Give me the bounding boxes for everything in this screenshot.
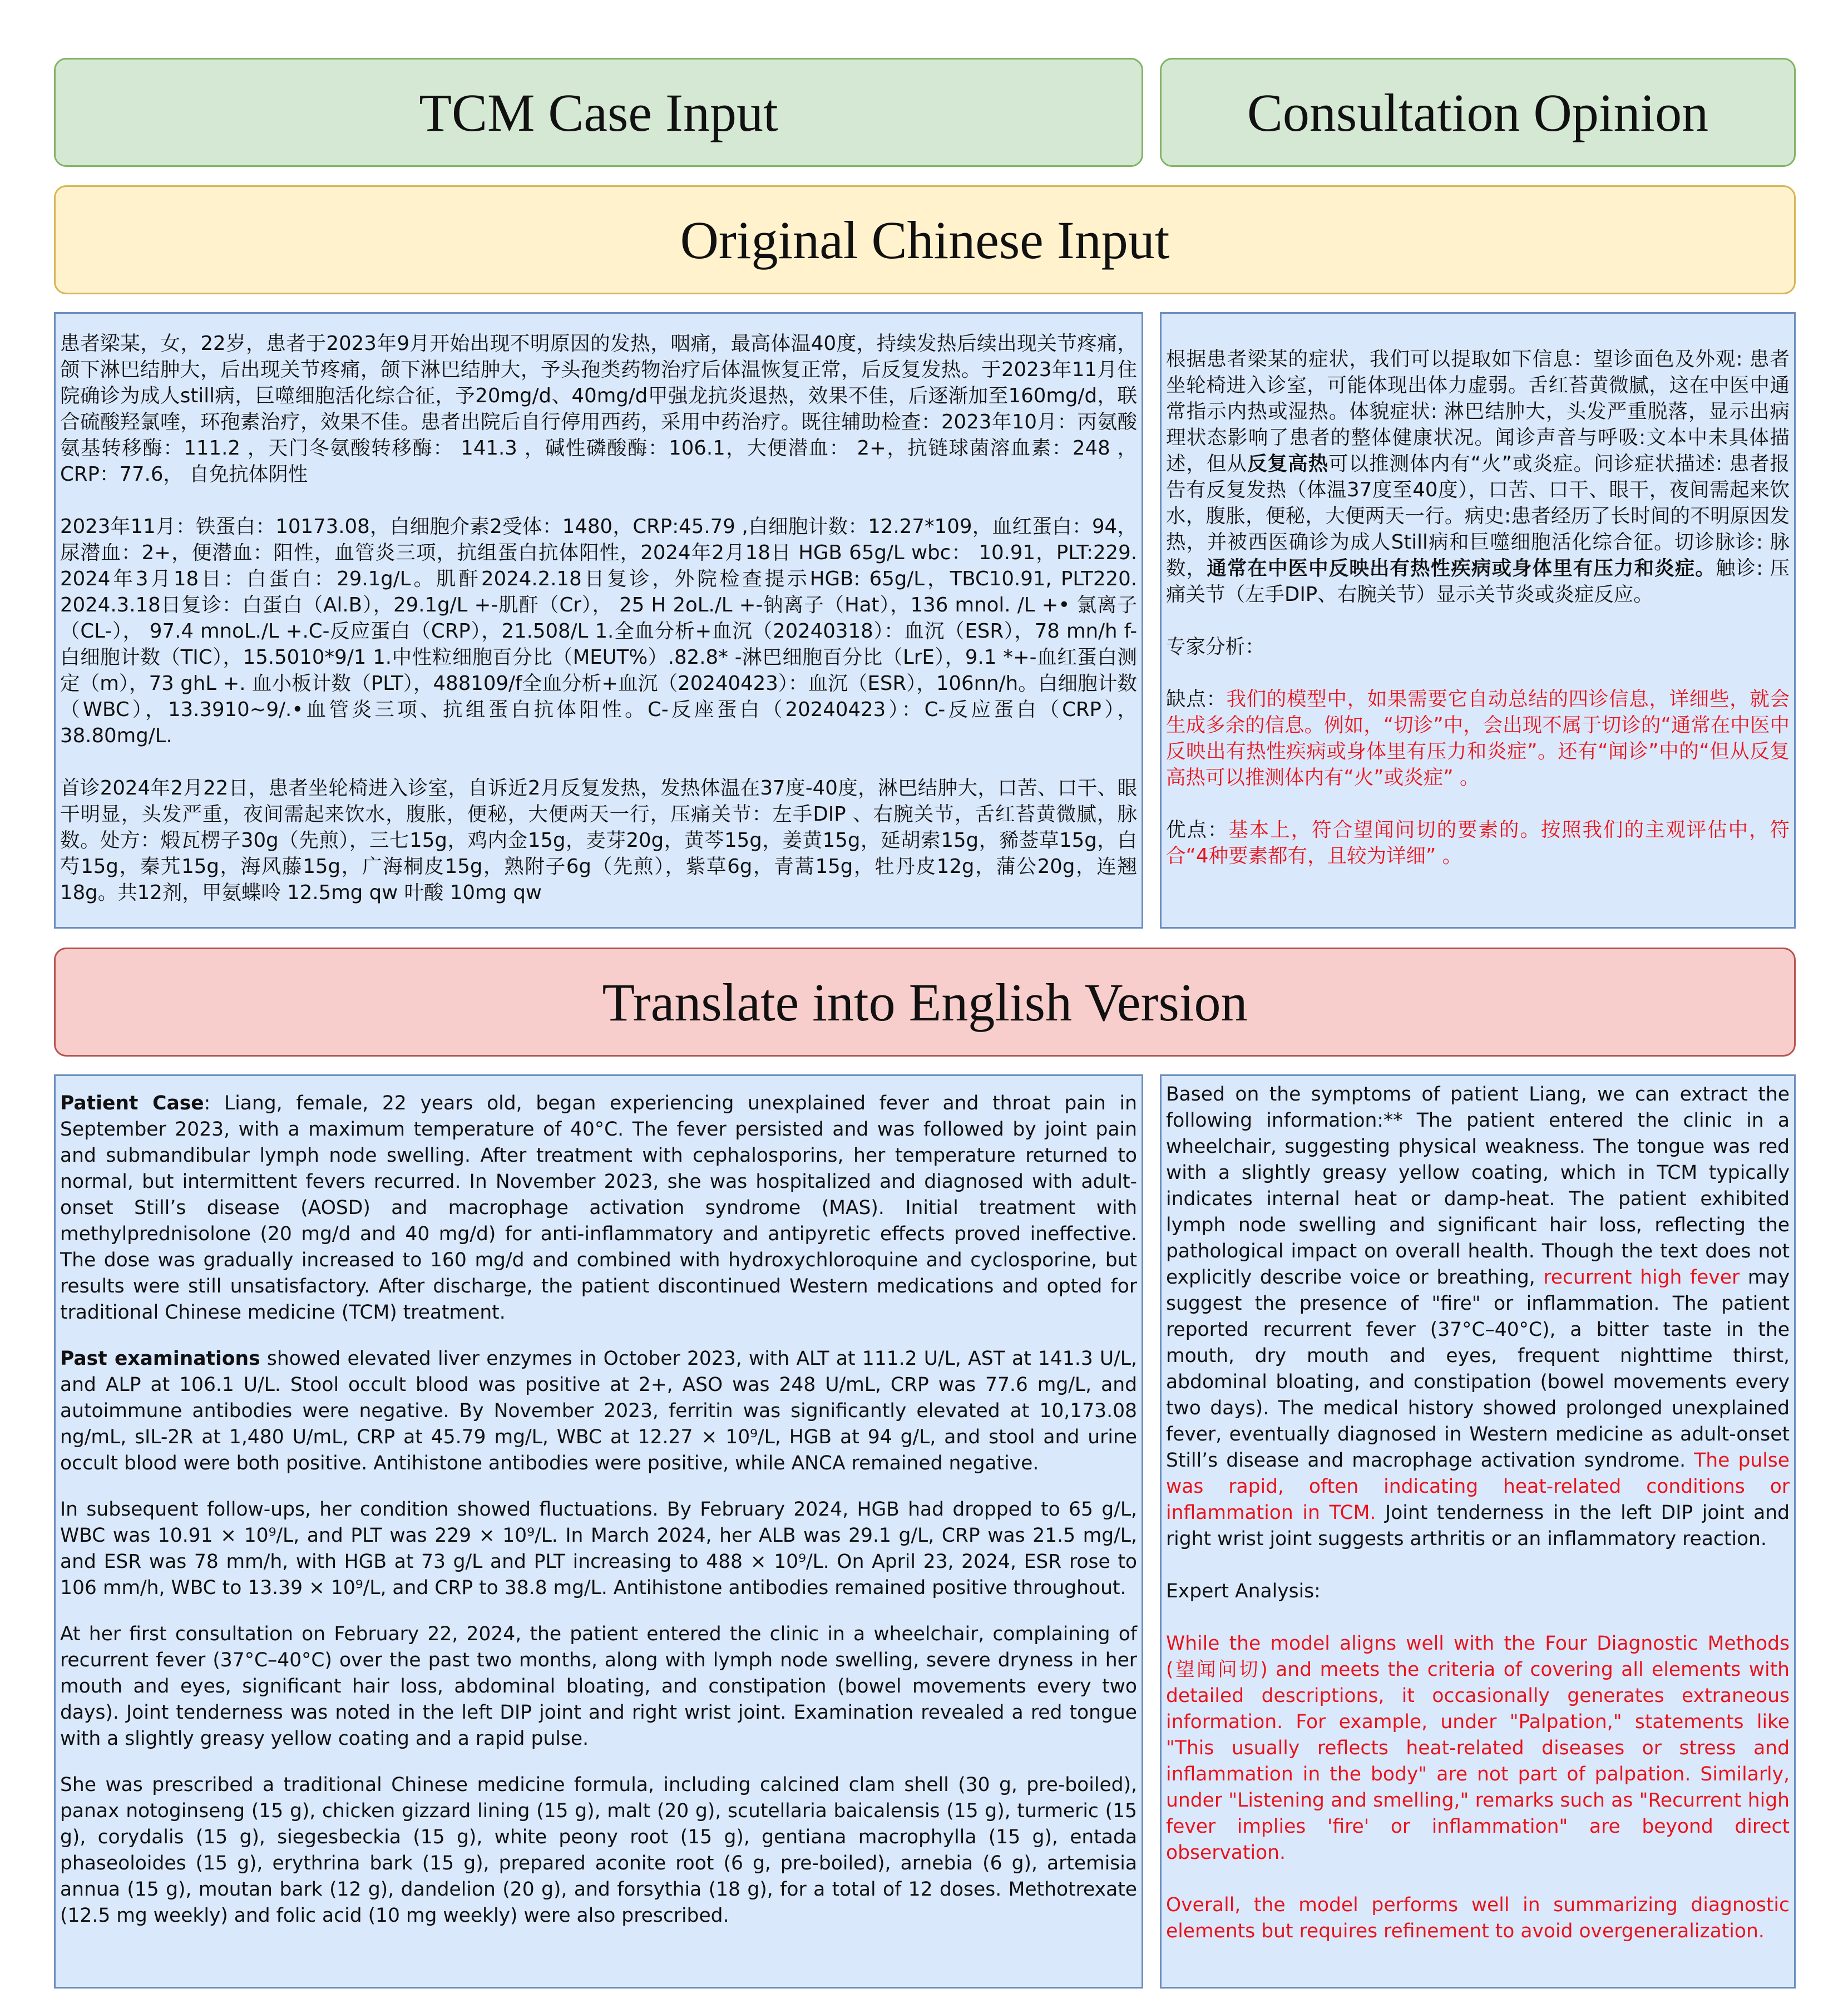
zh-opinion-text-a: 根据患者梁某的症状，我们可以提取如下信息：望诊面色及外观: 患者坐轮椅进入诊室，可能体现出体力虚弱。舌红苔黄微腻，这在中医中通常指示内热或湿热。体貌症状: 淋巴结肿大，头发严重脱落，显示出病理状态影响了患者的整体健康状况。闻诊声音与呼吸:文本中未具体描述，但从	[1166, 348, 1790, 475]
en-opinion-highlight-1: recurrent high fever	[1543, 1266, 1740, 1289]
en-past-exam-text: showed elevated liver enzymes in October 2023, with ALT at 111.2 U/L, AST at 141.3 U/L, and ALP at 106.1 U/L. Stool occult blood was positive at 2+, ASO was 248 U/mL, CRP was 77.6 mg/L, and autoimmune antibodies were negative. By November 2023, ferritin was significantly elevated at 10,173.08 ng/mL, sIL-2R at 1,480 U/mL, CRP at 45.79 mg/L, WBC at 12.27 × 10⁹/L, HGB at 94 g/L, and stool and urine occult blood were both positive. Antihistone antibodies were positive, while ANCA remained negative.	[60, 1348, 1137, 1474]
en-drawbacks-text: While the model aligns well with the Four Diagnostic Methods (望闻问切) and meets the criteria of covering all elements with detailed descriptions, it occasionally generates extraneous information. For example, under "Palpation," statements like "This usually reflects heat-related diseases or stress and inflammation in the body" are not part of palpation. Similarly, under "Listening and smelling," remarks such as "Recurrent high fever implies 'fire' or inflammation" are beyond direct observation.	[1166, 1632, 1790, 1864]
tcm-case-input-title: TCM Case Input	[419, 82, 778, 142]
zh-case-paragraph-1: 患者梁某，女，22岁，患者于2023年9月开始出现不明原因的发热，咽痛，最高体温40度，持续发热后续出现关节疼痛，颌下淋巴结肿大，后出现关节疼痛，颌下淋巴结肿大，予头孢类药物治疗后体温恢复正常，后反复发热。于2023年11月住院确诊为成人still病，巨噬细胞活化综合征，予20mg/d、40mg/d甲强龙抗炎退热，效果不佳，后逐渐加至160mg/d，联合硫酸羟氯喹，环孢素治疗，效果不佳。患者出院后自行停用西药，采用中药治疗。既往辅助检查：2023年10月：丙氨酸氨基转移酶：111.2 ，天门冬氨酸转移酶： 141.3 ，碱性磷酸酶：106.1，大便潜血： 2+，抗链球菌溶血素：248 ，CRP：77.6， 自免抗体阴性	[60, 332, 1137, 486]
tcm-case-input-header	[54, 58, 1143, 167]
en-opinion-paragraph-1	[1166, 1082, 1790, 1552]
english-case-panel	[54, 1074, 1143, 1989]
zh-opinion-paragraph-1	[1166, 346, 1790, 608]
zh-drawbacks-text: 我们的模型中，如果需要它自动总结的四诊信息，详细些，就会生成多余的信息。例如，“切诊”中，会出现不属于切诊的“通常在中医中反映出有热性疾病或身体里有压力和炎症”。还有“闻诊”中的“但从反复高热可以推测体内有“火”或炎症” 。	[1166, 688, 1790, 789]
chinese-case-panel	[54, 312, 1143, 929]
en-patient-case-label: Patient Case	[60, 1092, 204, 1114]
en-case-paragraph-5: She was prescribed a traditional Chinese medicine formula, including calcined clam shell (30 g, pre-boiled), panax notoginseng (15 g), chicken gizzard lining (15 g), malt (20 g), scutellaria baicalensis (15 g), turmeric (15 g), corydalis (15 g), siegesbeckia (15 g), white peony root (15 g), gentiana macrophylla (15 g), entada phaseoloides (15 g), erythrina bark (15 g), prepared aconite root (6 g, pre-boiled), arnebia (6 g), artemisia annua (15 g), moutan bark (12 g), dandelion (20 g), and forsythia (18 g), for a total of 12 doses. Methotrexate (12.5 mg weekly) and folic acid (10 mg weekly) were also prescribed.	[60, 1774, 1137, 1927]
zh-opinion-bold-2: 通常在中医中反映出有热性疾病或身体里有压力和炎症。	[1207, 557, 1716, 580]
consultation-opinion-header	[1160, 58, 1796, 167]
zh-case-paragraph-2: 2023年11月：铁蛋白：10173.08，白细胞介素2受体：1480，CRP:45.79 ,白细胞计数：12.27*109，血红蛋白：94，尿潜血：2+，便潜血：阳性，血管炎三项，抗组蛋白抗体阳性，2024年2月18日 HGB 65g/L wbc： 10.91，PLT:229. 2024年3月18日：白蛋白：29.1g/L。肌酐2024.2.18日复诊，外院检查提示HGB: 65g/L，TBC10.91, PLT220. 2024.3.18日复诊：白蛋白（Al.B），29.1g/L +-肌酐（Cr）， 25 H 2oL./L +-钠离子（Hat），136 mnol. /L +• 氯离子（CL-）， 97.4 mnoL./L +.C-反应蛋白（CRP），21.508/L 1.全血分析+血沉（20240318）：血沉（ESR），78 mn/h f-白细胞计数（TIC），15.5010*9/1 1.中性粒细胞百分比（MEUT%）.82.8* -淋巴细胞百分比（LrE），9.1 *+-血红蛋白测定（m），73 ghL +. 血小板计数（PLT），488109/f全血分析+血沉（20240423）：血沉（ESR），106nn/h。白细胞计数（WBC），13.3910~9/.•血管炎三项、抗组蛋白抗体阳性。C-反座蛋白（20240423）：C-反应蛋白（CRP），38.80mg/L.	[60, 515, 1137, 747]
translate-english-header	[54, 948, 1796, 1057]
zh-expert-analysis-label: 专家分析：	[1166, 635, 1265, 658]
zh-opinion-text-c: 可以推测体内有“火”或炎症。问诊症状描述: 患者报告有反复发热（体温37度至40度），口苦、口干、眼干，夜间需起来饮水，腹胀，便秘，大便两天一行。病史:患者经历了长时间的不明原因发热，并被西医确诊为成人Still病和巨噬细胞活化综合征。切诊脉诊: 脉数，	[1166, 452, 1790, 580]
en-opinion-text-b: may suggest the presence of "fire" or inflammation. The patient reported recurrent fever (37°C–40°C), a bitter taste in the mouth, dry mouth and eyes, frequent nighttime thirst, abdominal bloating, and constipation (bowel movements every two days). The medical history showed prolonged unexplained fever, eventually diagnosed in Western medicine as adult-onset Still’s disease and macrophage activation syndrome.	[1166, 1266, 1790, 1472]
zh-opinion-text-d: 触诊: 压痛关节（左手DIP、右腕关节）显示关节炎或炎症反应。	[1166, 557, 1790, 606]
en-patient-case-text: : Liang, female, 22 years old, began experiencing unexplained fever and throat pain in September 2023, with a maximum temperature of 40°C. The fever persisted and was followed by joint pain and submandibular lymph node swelling. After treatment with cephalosporins, her temperature returned to normal, but intermittent fevers recurred. In November 2023, she was hospitalized and diagnosed with adult-onset Still’s disease (AOSD) and macrophage activation syndrome (MAS). Initial treatment with methylprednisolone (20 mg/d and 40 mg/d) for anti-inflammatory and antipyretic effects proved ineffective. The dose was gradually increased to 160 mg/d and combined with hydroxychloroquine and cyclosporine, but results were still unsatisfactory. After discharge, the patient discontinued Western medications and opted for traditional Chinese medicine (TCM) treatment.	[60, 1092, 1137, 1324]
en-past-exam-label: Past examinations	[60, 1348, 260, 1370]
zh-merits-text: 基本上，符合望闻问切的要素的。按照我们的主观评估中，符合“4种要素都有，且较为详细” 。	[1166, 818, 1790, 867]
zh-drawbacks-label: 缺点：	[1166, 688, 1227, 711]
en-overall-text: Overall, the model performs well in summarizing diagnostic elements but requires refinement to avoid overgeneralization.	[1166, 1894, 1790, 1942]
en-opinion-text-a: Based on the symptoms of patient Liang, we can extract the following information:** The patient entered the clinic in a wheelchair, suggesting physical weakness. The tongue was red with a slightly greasy yellow coating, which in TCM typically indicates internal heat or damp-heat. The patient exhibited lymph node swelling and significant hair loss, reflecting the pathological impact on overall health. Though the text does not explicitly describe voice or breathing,	[1166, 1083, 1790, 1289]
zh-merits-paragraph	[1166, 817, 1790, 869]
en-opinion-text-c: Joint tenderness in the left DIP joint and right wrist joint suggests arthritis or an inflammatory reaction.	[1166, 1502, 1790, 1550]
en-case-paragraph-1	[60, 1091, 1137, 1326]
english-opinion-panel	[1160, 1074, 1796, 1989]
en-case-paragraph-4: At her first consultation on February 22, 2024, the patient entered the clinic in a wheelchair, complaining of recurrent fever (37°C–40°C) over the past two months, along with lymph node swelling, severe dryness in her mouth and eyes, significant hair loss, abdominal bloating, and constipation (bowel movements every two days). Joint tenderness was noted in the left DIP joint and right wrist joint. Examination revealed a red tongue with a slightly greasy yellow coating and a rapid pulse.	[60, 1623, 1137, 1750]
en-case-paragraph-2	[60, 1346, 1137, 1477]
chinese-opinion-panel	[1160, 312, 1796, 929]
en-opinion-highlight-2: The pulse was rapid, often indicating heat-related conditions or inflammation in TCM.	[1166, 1449, 1790, 1524]
original-chinese-title: Original Chinese Input	[680, 210, 1170, 270]
zh-drawbacks-paragraph	[1166, 686, 1790, 791]
en-case-paragraph-3: In subsequent follow-ups, her condition showed fluctuations. By February 2024, HGB had dropped to 65 g/L, WBC was 10.91 × 10⁹/L, and PLT was 229 × 10⁹/L. In March 2024, her ALB was 29.1 g/L, CRP was 21.5 mg/L, and ESR was 78 mm/h, with HGB at 73 g/L and PLT increasing to 488 × 10⁹/L. On April 23, 2024, ESR rose to 106 mm/h, WBC to 13.39 × 10⁹/L, and CRP to 38.8 mg/L. Antihistone antibodies remained positive throughout.	[60, 1498, 1137, 1599]
original-chinese-header	[54, 185, 1796, 294]
zh-case-paragraph-3: 首诊2024年2月22日，患者坐轮椅进入诊室，自诉近2月反复发热，发热体温在37度-40度，淋巴结肿大，口苦、口干、眼干明显，头发严重，夜间需起来饮水，腹胀，便秘，大便两天一行，压痛关节：左手DIP 、右腕关节，舌红苔黄微腻，脉数。处方：煅瓦楞子30g（先煎），三七15g，鸡内金15g，麦芽20g，黄芩15g，姜黄15g，延胡索15g，豨莶草15g，白芍15g，秦艽15g，海风藤15g，广海桐皮15g，熟附子6g（先煎），紫草6g，青蒿15g，牡丹皮12g，蒲公20g，连翘18g。共12剂，甲氨蝶呤 12.5mg qw 叶酸 10mg qw	[60, 777, 1137, 904]
translate-english-title: Translate into English Version	[602, 972, 1248, 1032]
en-expert-analysis-label: Expert Analysis:	[1166, 1580, 1321, 1602]
consultation-opinion-title: Consultation Opinion	[1247, 82, 1709, 142]
zh-opinion-bold-1: 反复高热	[1247, 452, 1329, 475]
zh-merits-label: 优点：	[1166, 818, 1229, 841]
